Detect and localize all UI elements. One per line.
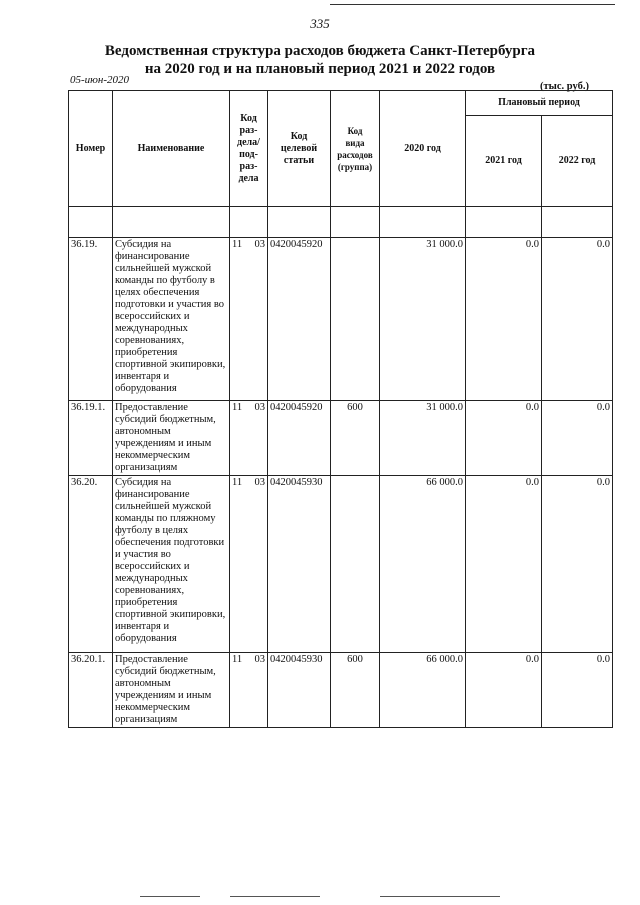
row-number: 36.19.1. bbox=[69, 401, 113, 476]
budget-table bbox=[68, 90, 613, 728]
document-title-line-2: на 2020 год и на плановый период 2021 и 2022 годов bbox=[144, 61, 496, 77]
header-planned-period: Плановый период bbox=[466, 91, 613, 116]
row-target-code: 0420045920 bbox=[268, 238, 331, 401]
row-amount-2022: 0.0 bbox=[542, 653, 613, 728]
row-amount-2021: 0.0 bbox=[466, 476, 542, 653]
row-expense-kind: 600 bbox=[331, 653, 380, 728]
row-section-code: 11 03 bbox=[230, 401, 268, 476]
row-target-code: 0420045930 bbox=[268, 476, 331, 653]
row-name: Предоставление субсидий бюджетным, автономным учреждениям и иным некоммерческим организациям bbox=[113, 401, 230, 476]
row-expense-kind: 600 bbox=[331, 401, 380, 476]
row-name: Субсидия на финансирование сильнейшей мужской команды по футболу в целях обеспечения подготовки и участия во всероссийских и международных соревнованиях, приобретения спортивной экипировки, инвентаря и оборудования bbox=[113, 238, 230, 401]
header-year-2020: 2020 год bbox=[380, 91, 466, 207]
row-amount-2021: 0.0 bbox=[466, 401, 542, 476]
units-label: (тыс. руб.) bbox=[540, 81, 589, 92]
header-number: Номер bbox=[69, 91, 113, 207]
top-rule bbox=[330, 4, 615, 5]
table-row bbox=[69, 401, 613, 476]
row-section-code: 11 03 bbox=[230, 238, 268, 401]
header-expense-kind-code: Код вида расходов (группа) bbox=[331, 91, 380, 207]
row-amount-2020: 66 000.0 bbox=[380, 653, 466, 728]
document-date: 05-июн-2020 bbox=[70, 74, 130, 86]
header-target-code: Код целевой статьи bbox=[268, 91, 331, 207]
row-name: Предоставление субсидий бюджетным, автономным учреждениям и иным некоммерческим организациям bbox=[113, 653, 230, 728]
row-amount-2021: 0.0 bbox=[466, 238, 542, 401]
header-year-2022: 2022 год bbox=[542, 116, 613, 207]
row-section-code: 11 03 bbox=[230, 476, 268, 653]
row-amount-2022: 0.0 bbox=[542, 238, 613, 401]
header-year-2021: 2021 год bbox=[466, 116, 542, 207]
row-amount-2021: 0.0 bbox=[466, 653, 542, 728]
row-number: 36.20. bbox=[69, 476, 113, 653]
row-amount-2020: 66 000.0 bbox=[380, 476, 466, 653]
row-amount-2022: 0.0 bbox=[542, 401, 613, 476]
footer-scan-line bbox=[230, 896, 320, 897]
row-target-code: 0420045930 bbox=[268, 653, 331, 728]
row-amount-2020: 31 000.0 bbox=[380, 401, 466, 476]
table-row bbox=[69, 238, 613, 401]
footer-scan-line bbox=[140, 896, 200, 897]
row-number: 36.19. bbox=[69, 238, 113, 401]
row-expense-kind bbox=[331, 238, 380, 401]
row-name: Субсидия на финансирование сильнейшей мужской команды по пляжному футболу в целях обеспечения подготовки и участия во всероссийских и международных соревнованиях, приобретения спортивной экипировки, инвентаря и оборудования bbox=[113, 476, 230, 653]
table-row bbox=[69, 653, 613, 728]
row-number: 36.20.1. bbox=[69, 653, 113, 728]
header-section-code: Код раз- дела/ под- раз- дела bbox=[230, 91, 268, 207]
page-number: 335 bbox=[310, 16, 330, 31]
document-title-line-1: Ведомственная структура расходов бюджета Санкт-Петербурга bbox=[104, 43, 536, 59]
row-amount-2020: 31 000.0 bbox=[380, 238, 466, 401]
header-spacer-row bbox=[69, 207, 613, 238]
table-row bbox=[69, 476, 613, 653]
header-name: Наименование bbox=[113, 91, 230, 207]
footer-scan-line bbox=[380, 896, 500, 897]
row-section-code: 11 03 bbox=[230, 653, 268, 728]
row-amount-2022: 0.0 bbox=[542, 476, 613, 653]
row-expense-kind bbox=[331, 476, 380, 653]
row-target-code: 0420045920 bbox=[268, 401, 331, 476]
